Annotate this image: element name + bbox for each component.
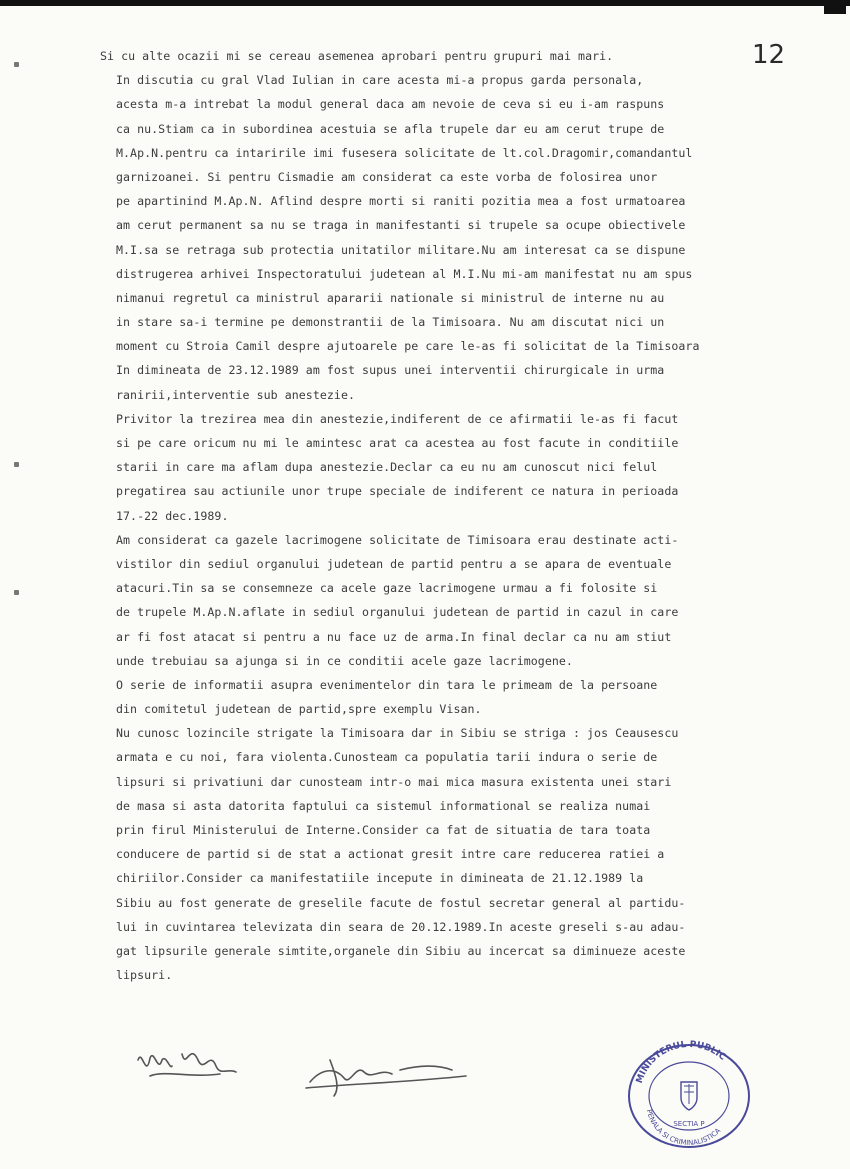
text-line: acesta m-a intrebat la modul general daca am nevoie de ceva si eu i-am raspuns — [116, 97, 665, 112]
text-line: vistilor din sediul organului judetean de partid pentru a se apara de eventuale — [116, 556, 672, 571]
text-line: lipsuri. — [116, 968, 173, 983]
official-stamp — [626, 1038, 752, 1148]
punch-hole-mark — [14, 590, 19, 595]
stamp-side-text: SECTIA P — [673, 1120, 705, 1128]
signature-center — [306, 1060, 466, 1096]
text-line: in stare sa-i termine pe demonstrantii de la Timisoara. Nu am discutat nici un — [116, 315, 665, 330]
signature-left — [138, 1054, 236, 1076]
text-line: moment cu Stroia Camil despre ajutoarele pe care le-as fi solicitat de la Timisoara — [116, 339, 700, 354]
text-line: am cerut permanent sa nu se traga in manifestanti si trupele sa ocupe obiectivele — [116, 218, 686, 233]
punch-hole-mark — [14, 462, 19, 467]
text-line: lui in cuvintarea televizata din seara de 20.12.1989.In aceste greseli s-au adau- — [116, 919, 686, 934]
text-line: M.I.sa se retraga sub protectia unitatilor militare.Nu am interesat ca se dispune — [116, 242, 686, 257]
typed-text-block — [100, 44, 768, 987]
scan-corner-mark — [824, 0, 846, 14]
text-line: nimanui regretul ca ministrul apararii nationale si ministrul de interne nu au — [116, 290, 665, 305]
text-line: Nu cunosc lozincile strigate la Timisoara dar in Sibiu se striga : jos Ceausescu — [116, 726, 679, 741]
text-line: armata e cu noi, fara violenta.Cunosteam ca populatia tarii indura o serie de — [116, 750, 658, 765]
text-line: conducere de partid si de stat a actionat gresit intre care reducerea ratiei a — [116, 847, 665, 862]
text-line: atacuri.Tin sa se consemneze ca acele gaze lacrimogene urmau a fi folosite si — [116, 581, 658, 596]
text-line: O serie de informatii asupra evenimentelor din tara le primeam de la persoane — [116, 677, 658, 692]
text-line: gat lipsurile generale simtite,organele din Sibiu au incercat sa diminueze aceste — [116, 943, 686, 958]
text-line: lipsuri si privatiuni dar cunosteam intr-o mai mica masura existenta unei stari — [116, 774, 672, 789]
text-line: de masa si asta datorita faptului ca sistemul informational se realiza numai — [116, 798, 651, 813]
text-line: chiriilor.Consider ca manifestatiile incepute in dimineata de 21.12.1989 la — [116, 871, 644, 886]
text-line: unde trebuiau sa ajunga si in ce conditii acele gaze lacrimogene. — [116, 653, 573, 668]
text-line: In discutia cu gral Vlad Iulian in care acesta mi-a propus garda personala, — [116, 73, 644, 88]
text-line: prin firul Ministerului de Interne.Consider ca fat de situatia de tara toata — [116, 823, 651, 837]
text-line: ca nu.Stiam ca in subordinea acestuia se afla trupele dar eu am cerut trupe de — [116, 121, 665, 136]
text-line: Am considerat ca gazele lacrimogene solicitate de Timisoara erau destinate acti- — [116, 532, 679, 547]
signatures — [120, 1030, 500, 1110]
stamp-inner-text: PENALA SI CRIMINALISTICA — [644, 1108, 723, 1148]
text-line: de trupele M.Ap.N.aflate in sediul organului judetean de partid in cazul in care — [116, 605, 679, 620]
text-line: garnizoanei. Si pentru Cismadie am considerat ca este vorba de folosirea unor — [116, 169, 658, 184]
text-line: In dimineata de 23.12.1989 am fost supus unei interventii chirurgicale in urma — [116, 363, 665, 378]
scan-top-border — [0, 0, 850, 6]
text-line: M.Ap.N.pentru ca intaririle imi fusesera solicitate de lt.col.Dragomir,comandantul — [116, 145, 693, 160]
text-line: pregatirea sau actiunile unor trupe speciale de indiferent ce natura in perioada — [116, 484, 679, 499]
text-line: Privitor la trezirea mea din anestezie,indiferent de ce afirmatii le-as fi facut — [116, 411, 679, 426]
text-line: 17.-22 dec.1989. — [116, 508, 229, 523]
text-line: ranirii,interventie sub anestezie. — [116, 387, 356, 402]
text-line: starii in care ma aflam dupa anestezie.Declar ca eu nu am cunoscut nici felul — [116, 460, 658, 475]
page-number: 12 — [752, 40, 786, 70]
text-line: distrugerea arhivei Inspectoratului judetean al M.I.Nu mi-am manifestat nu am spus — [116, 266, 693, 281]
coat-of-arms-icon — [681, 1082, 697, 1110]
text-line: din comitetul judetean de partid,spre exemplu Visan. — [116, 702, 482, 717]
punch-hole-mark — [14, 62, 19, 67]
stamp-outer-text: MINISTERUL PUBLIC — [634, 1039, 728, 1085]
text-line: Si cu alte ocazii mi se cereau asemenea aprobari pentru grupuri mai mari. — [100, 49, 614, 63]
text-line: Sibiu au fost generate de greselile facute de fostul secretar general al partidu- — [116, 895, 686, 910]
text-line: ar fi fost atacat si pentru a nu face uz de arma.In final declar ca nu am stiut — [116, 629, 672, 644]
text-line: si pe care oricum nu mi le amintesc arat ca acestea au fost facute in conditiile — [116, 436, 679, 450]
text-line: pe apartinind M.Ap.N. Aflind despre morti si raniti pozitia mea a fost urmatoarea — [116, 194, 686, 209]
